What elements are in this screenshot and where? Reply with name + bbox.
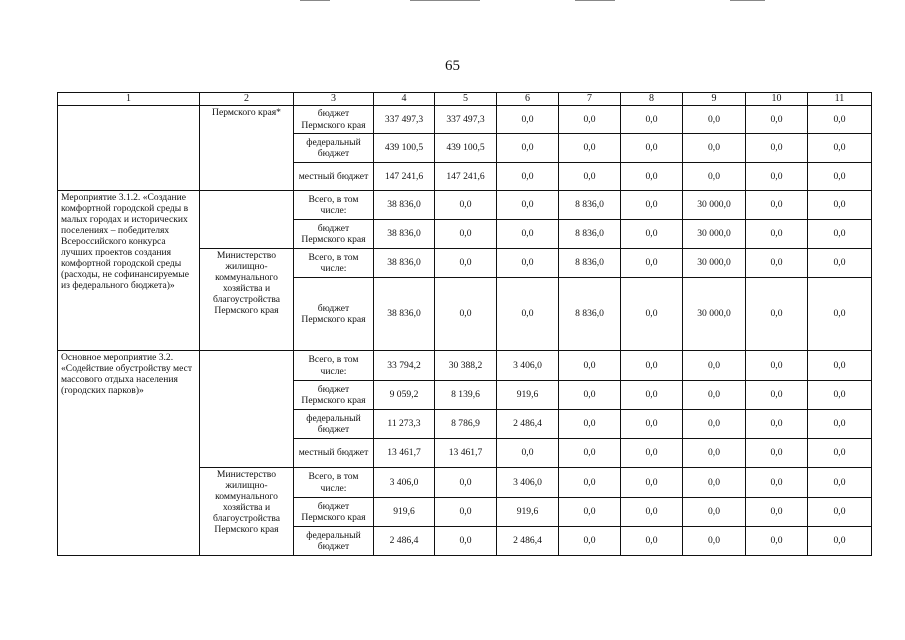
amount-cell: 0,0	[621, 410, 683, 439]
amount-cell: 0,0	[559, 163, 621, 191]
amount-cell: 0,0	[435, 468, 497, 498]
amount-cell: 0,0	[621, 106, 683, 134]
amount-cell: 0,0	[497, 163, 559, 191]
amount-cell: 919,6	[374, 498, 435, 527]
amount-cell: 2 486,4	[374, 527, 435, 556]
header-cell: 2	[200, 93, 294, 106]
amount-cell: 0,0	[497, 106, 559, 134]
header-cell: 3	[294, 93, 374, 106]
responsible-executor: Министерство жилищно-коммунального хозяйства и благоустройства Пермского края	[200, 468, 294, 556]
amount-cell: 0,0	[683, 163, 746, 191]
amount-cell: 0,0	[435, 527, 497, 556]
amount-cell: 0,0	[621, 134, 683, 163]
amount-cell: 0,0	[808, 468, 872, 498]
amount-cell: 13 461,7	[374, 439, 435, 468]
amount-cell: 0,0	[683, 381, 746, 410]
header-row	[58, 93, 872, 106]
amount-cell: 0,0	[808, 410, 872, 439]
table-row	[58, 191, 872, 220]
amount-cell: 0,0	[435, 191, 497, 220]
top-edge-mark	[575, 0, 615, 1]
amount-cell: 0,0	[746, 439, 808, 468]
amount-cell: 38 836,0	[374, 278, 435, 351]
amount-cell: 30 000,0	[683, 220, 746, 249]
funding-source: федеральный бюджет	[294, 527, 374, 556]
amount-cell: 2 486,4	[497, 410, 559, 439]
responsible-executor: Министерство жилищно-коммунального хозяйства и благоустройства Пермского края	[200, 249, 294, 351]
amount-cell: 8 836,0	[559, 278, 621, 351]
amount-cell: 439 100,5	[435, 134, 497, 163]
amount-cell: 8 836,0	[559, 249, 621, 278]
header-cell: 6	[497, 93, 559, 106]
amount-cell: 0,0	[808, 191, 872, 220]
amount-cell: 30 388,2	[435, 351, 497, 381]
amount-cell: 0,0	[435, 249, 497, 278]
amount-cell: 0,0	[559, 527, 621, 556]
funding-source: бюджет Пермского края	[294, 220, 374, 249]
amount-cell: 0,0	[746, 163, 808, 191]
amount-cell: 38 836,0	[374, 249, 435, 278]
header-cell: 1	[58, 93, 200, 106]
amount-cell: 0,0	[746, 410, 808, 439]
amount-cell: 30 000,0	[683, 191, 746, 220]
amount-cell: 0,0	[808, 278, 872, 351]
amount-cell: 0,0	[559, 410, 621, 439]
amount-cell: 0,0	[497, 191, 559, 220]
table-row	[58, 351, 872, 381]
amount-cell: 8 836,0	[559, 191, 621, 220]
amount-cell: 0,0	[808, 439, 872, 468]
amount-cell: 0,0	[683, 439, 746, 468]
amount-cell: 0,0	[621, 249, 683, 278]
funding-source: федеральный бюджет	[294, 410, 374, 439]
amount-cell: 0,0	[559, 498, 621, 527]
responsible-executor	[200, 191, 294, 249]
amount-cell: 0,0	[808, 381, 872, 410]
amount-cell: 3 406,0	[497, 468, 559, 498]
amount-cell: 0,0	[559, 439, 621, 468]
amount-cell: 0,0	[746, 134, 808, 163]
amount-cell: 147 241,6	[374, 163, 435, 191]
amount-cell: 38 836,0	[374, 220, 435, 249]
amount-cell: 33 794,2	[374, 351, 435, 381]
amount-cell: 0,0	[808, 351, 872, 381]
top-edge-mark	[300, 0, 330, 1]
funding-source: Всего, в том числе:	[294, 468, 374, 498]
measure-description: Основное мероприятие 3.2. «Содействие обустройству мест массового отдыха населения (городских парков)»	[58, 351, 200, 556]
amount-cell: 8 836,0	[559, 220, 621, 249]
funding-source: местный бюджет	[294, 163, 374, 191]
funding-source: бюджет Пермского края	[294, 106, 374, 134]
amount-cell: 0,0	[435, 220, 497, 249]
funding-source: Всего, в том числе:	[294, 191, 374, 220]
amount-cell: 0,0	[497, 134, 559, 163]
amount-cell: 0,0	[746, 381, 808, 410]
amount-cell: 3 406,0	[374, 468, 435, 498]
amount-cell: 38 836,0	[374, 191, 435, 220]
amount-cell: 0,0	[808, 106, 872, 134]
amount-cell: 0,0	[746, 220, 808, 249]
measure-description: Мероприятие 3.1.2. «Создание комфортной городской среды в малых городах и исторических поселениях – победителях Всероссийского конкурса лучших проектов создания комфортной городской среды (расходы, не софинансируемые из федерального бюджета)»	[58, 191, 200, 351]
top-edge-mark	[730, 0, 765, 1]
funding-source: федеральный бюджет	[294, 134, 374, 163]
amount-cell: 0,0	[497, 278, 559, 351]
funding-source: бюджет Пермского края	[294, 498, 374, 527]
funding-source: местный бюджет	[294, 439, 374, 468]
amount-cell: 0,0	[683, 498, 746, 527]
funding-source: Всего, в том числе:	[294, 249, 374, 278]
amount-cell: 0,0	[683, 527, 746, 556]
amount-cell: 8 786,9	[435, 410, 497, 439]
amount-cell: 0,0	[808, 527, 872, 556]
amount-cell: 0,0	[621, 278, 683, 351]
amount-cell: 0,0	[621, 220, 683, 249]
responsible-executor	[200, 351, 294, 468]
amount-cell: 0,0	[683, 351, 746, 381]
amount-cell: 0,0	[808, 163, 872, 191]
amount-cell: 0,0	[497, 220, 559, 249]
amount-cell: 0,0	[746, 191, 808, 220]
amount-cell: 0,0	[559, 134, 621, 163]
amount-cell: 13 461,7	[435, 439, 497, 468]
budget-table	[57, 92, 872, 556]
amount-cell: 0,0	[621, 439, 683, 468]
amount-cell: 0,0	[746, 249, 808, 278]
amount-cell: 0,0	[808, 134, 872, 163]
funding-source: Всего, в том числе:	[294, 351, 374, 381]
header-cell: 5	[435, 93, 497, 106]
amount-cell: 0,0	[497, 439, 559, 468]
amount-cell: 30 000,0	[683, 278, 746, 351]
amount-cell: 0,0	[559, 381, 621, 410]
funding-source: бюджет Пермского края	[294, 381, 374, 410]
amount-cell: 0,0	[746, 468, 808, 498]
header-cell: 7	[559, 93, 621, 106]
amount-cell: 11 273,3	[374, 410, 435, 439]
amount-cell: 0,0	[435, 498, 497, 527]
amount-cell: 0,0	[683, 134, 746, 163]
amount-cell: 0,0	[683, 410, 746, 439]
amount-cell: 0,0	[621, 163, 683, 191]
table-row	[58, 106, 872, 134]
header-cell: 9	[683, 93, 746, 106]
header-cell: 10	[746, 93, 808, 106]
amount-cell: 0,0	[808, 220, 872, 249]
amount-cell: 0,0	[621, 351, 683, 381]
funding-source: бюджет Пермского края	[294, 278, 374, 351]
amount-cell: 0,0	[746, 351, 808, 381]
amount-cell: 0,0	[683, 468, 746, 498]
amount-cell: 0,0	[621, 468, 683, 498]
amount-cell: 0,0	[683, 106, 746, 134]
amount-cell: 2 486,4	[497, 527, 559, 556]
amount-cell: 0,0	[621, 527, 683, 556]
amount-cell: 0,0	[621, 191, 683, 220]
amount-cell: 0,0	[435, 278, 497, 351]
amount-cell: 0,0	[621, 498, 683, 527]
amount-cell: 919,6	[497, 498, 559, 527]
header-cell: 11	[808, 93, 872, 106]
header-cell: 8	[621, 93, 683, 106]
amount-cell: 0,0	[559, 468, 621, 498]
amount-cell: 0,0	[559, 106, 621, 134]
amount-cell: 0,0	[746, 278, 808, 351]
amount-cell: 919,6	[497, 381, 559, 410]
amount-cell: 337 497,3	[435, 106, 497, 134]
amount-cell: 0,0	[746, 527, 808, 556]
amount-cell: 147 241,6	[435, 163, 497, 191]
page-number: 65	[445, 58, 460, 74]
amount-cell: 9 059,2	[374, 381, 435, 410]
amount-cell: 3 406,0	[497, 351, 559, 381]
amount-cell: 439 100,5	[374, 134, 435, 163]
amount-cell: 337 497,3	[374, 106, 435, 134]
header-cell: 4	[374, 93, 435, 106]
amount-cell: 0,0	[808, 498, 872, 527]
responsible-executor: Пермского края*	[200, 106, 294, 191]
amount-cell: 0,0	[497, 249, 559, 278]
amount-cell: 0,0	[621, 381, 683, 410]
amount-cell: 0,0	[808, 249, 872, 278]
amount-cell: 0,0	[746, 498, 808, 527]
amount-cell: 0,0	[559, 351, 621, 381]
measure-description	[58, 106, 200, 191]
top-edge-mark	[410, 0, 480, 1]
amount-cell: 0,0	[746, 106, 808, 134]
amount-cell: 30 000,0	[683, 249, 746, 278]
amount-cell: 8 139,6	[435, 381, 497, 410]
